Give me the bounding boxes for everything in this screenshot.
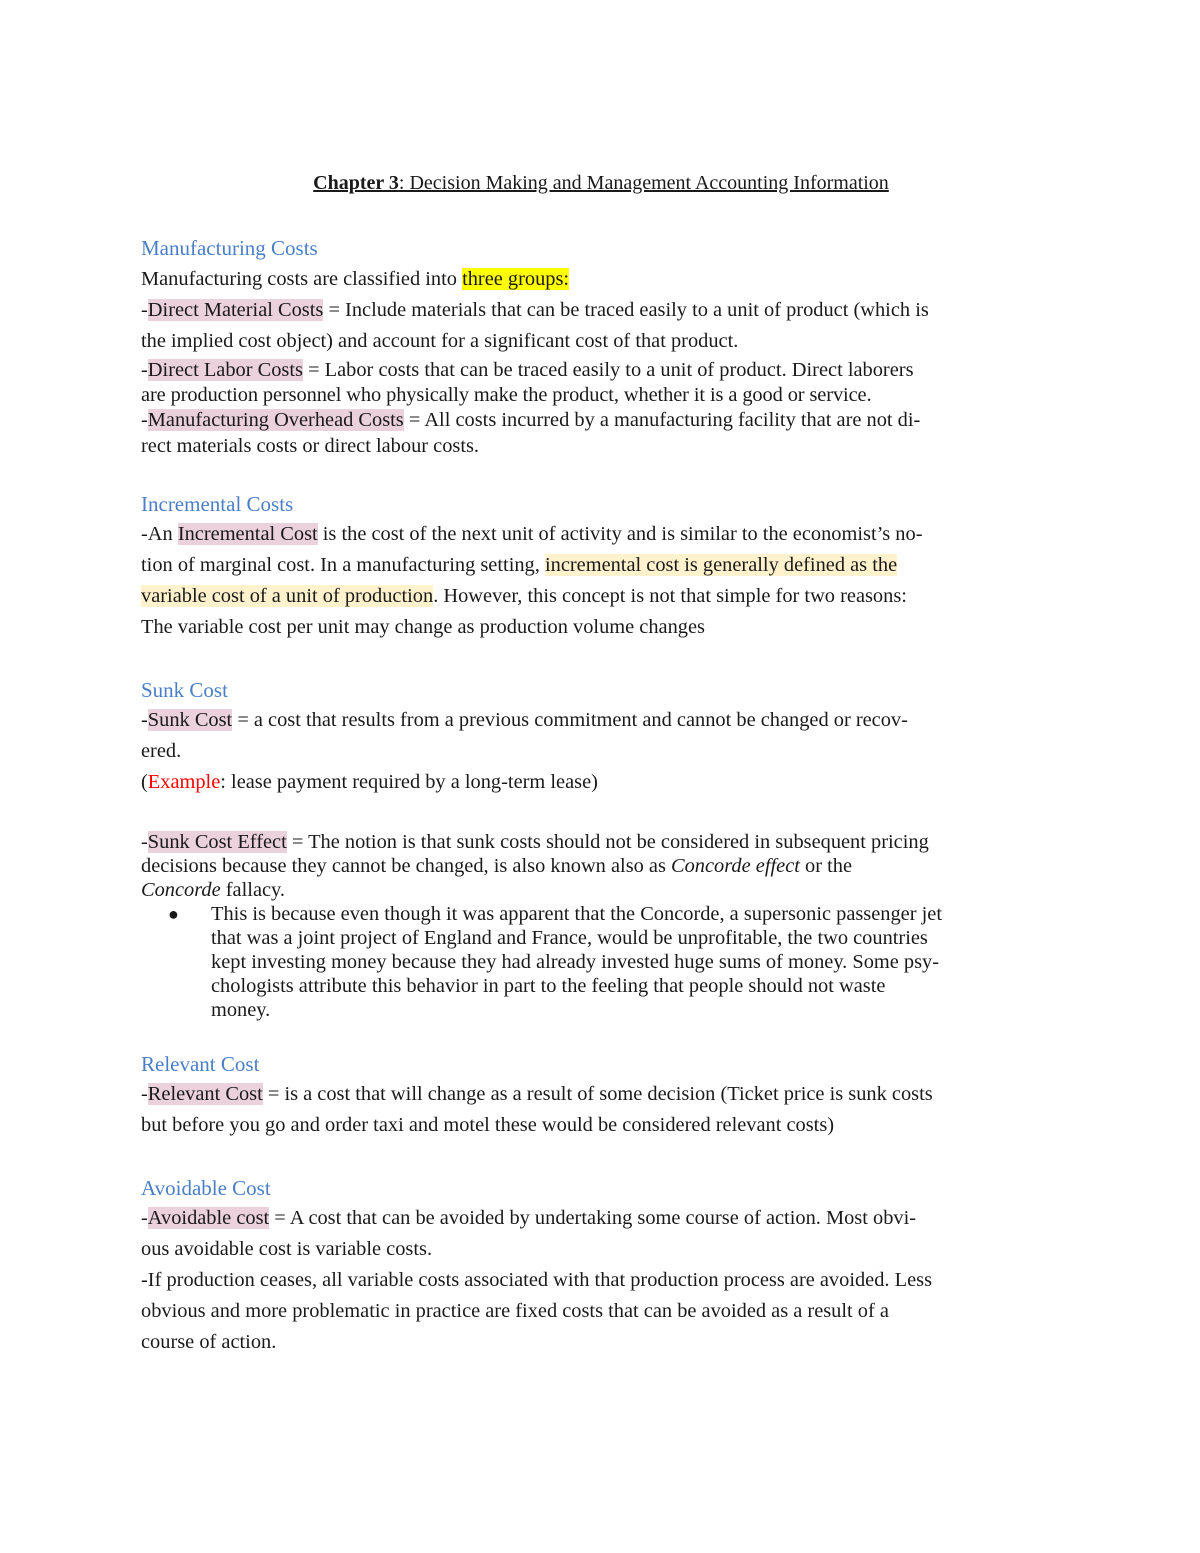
term-sunk-cost: Sunk Cost — [147, 709, 233, 731]
heading-manufacturing-costs: Manufacturing Costs — [141, 236, 318, 260]
intro-text: Manufacturing costs are classified into — [141, 268, 463, 290]
text: or the — [799, 855, 853, 877]
avoidable-line-2: ous avoidable cost is variable costs. — [141, 1238, 433, 1260]
sunk-effect-line-3 — [141, 879, 285, 902]
definition-text: = A cost that can be avoided by undertaking some course of action. Most obvi- — [269, 1207, 917, 1229]
incremental-line-2 — [141, 554, 897, 577]
text: fallacy. — [220, 879, 286, 901]
concorde-italic: Concorde — [141, 879, 221, 901]
avoidable-line-5: course of action. — [141, 1331, 277, 1353]
bullet-line-4: chologists attribute this behavior in part to the feeling that people should not waste — [211, 975, 886, 997]
manufacturing-intro — [141, 268, 569, 291]
highlight-three-groups: three groups: — [462, 268, 570, 290]
definition-text: = Include materials that can be traced easily to a unit of product (which is — [323, 299, 929, 321]
dash: - — [141, 1083, 148, 1105]
text: tion of marginal cost. In a manufacturing setting, — [141, 554, 545, 576]
term-incremental-cost: Incremental Cost — [177, 523, 318, 545]
dash: - — [141, 831, 148, 853]
direct-labor-line-1 — [141, 359, 914, 382]
highlight-incremental-definition: incremental cost is generally defined as the — [544, 554, 898, 576]
example-label: Example — [147, 771, 221, 793]
concorde-effect-italic: Concorde effect — [671, 855, 800, 877]
paren: ( — [141, 771, 148, 793]
heading-sunk-cost: Sunk Cost — [141, 678, 228, 702]
direct-material-line-1 — [141, 299, 929, 322]
term-sunk-cost-effect: Sunk Cost Effect — [147, 831, 287, 853]
term-direct-labor-costs: Direct Labor Costs — [147, 359, 303, 381]
bullet-line-2: that was a joint project of England and France, would be unprofitable, the two countries — [211, 927, 928, 949]
relevant-line-2: but before you go and order taxi and motel these would be considered relevant costs) — [141, 1114, 835, 1136]
text: decisions because they cannot be changed, is also known also as — [141, 855, 672, 877]
definition-text: = The notion is that sunk costs should not be considered in subsequent pricing — [286, 831, 929, 853]
chapter-number: Chapter 3 — [313, 172, 399, 194]
text: is the cost of the next unit of activity and is similar to the economist’s no- — [317, 523, 923, 545]
dash: - — [141, 299, 148, 321]
heading-relevant-cost: Relevant Cost — [141, 1052, 260, 1076]
highlight-variable-cost: variable cost of a unit of production — [141, 585, 434, 607]
bullet-icon: ● — [168, 904, 179, 924]
sunk-example — [141, 771, 598, 794]
example-text: : lease payment required by a long-term lease) — [220, 771, 598, 793]
sunk-effect-line-1 — [141, 831, 929, 854]
definition-text: = Labor costs that can be traced easily to a unit of product. Direct laborers — [302, 359, 914, 381]
sunk-effect-line-2 — [141, 855, 852, 878]
term-direct-material-costs: Direct Material Costs — [147, 299, 324, 321]
dash: - — [141, 409, 148, 431]
direct-material-line-2: the implied cost object) and account for a significant cost of that product. — [141, 330, 739, 352]
dash: - — [141, 1207, 148, 1229]
direct-labor-line-2: are production personnel who physically make the product, whether it is a good or service. — [141, 384, 872, 406]
overhead-line-1 — [141, 409, 920, 432]
dash: - — [141, 709, 148, 731]
text: . However, this concept is not that simple for two reasons: — [433, 585, 907, 607]
avoidable-line-3: -If production ceases, all variable costs associated with that production process are avoided. Less — [141, 1269, 933, 1291]
bullet-line-3: kept investing money because they had already invested huge sums of money. Some psy- — [211, 951, 940, 973]
definition-text: = All costs incurred by a manufacturing facility that are not di- — [403, 409, 921, 431]
incremental-line-3 — [141, 585, 907, 608]
chapter-subtitle: : Decision Making and Management Accounting Information — [398, 172, 889, 194]
bullet-line-1: This is because even though it was apparent that the Concorde, a supersonic passenger jet — [211, 903, 943, 925]
heading-avoidable-cost: Avoidable Cost — [141, 1176, 271, 1200]
sunk-line-1 — [141, 709, 908, 732]
incremental-line-1 — [141, 523, 923, 546]
incremental-line-4: The variable cost per unit may change as production volume changes — [141, 616, 705, 638]
text: -An — [141, 523, 178, 545]
overhead-line-2: rect materials costs or direct labour costs. — [141, 435, 480, 457]
dash: - — [141, 359, 148, 381]
avoidable-line-4: obvious and more problematic in practice are fixed costs that can be avoided as a result of a — [141, 1300, 889, 1322]
relevant-line-1 — [141, 1083, 933, 1106]
term-avoidable-cost: Avoidable cost — [147, 1207, 270, 1229]
heading-incremental-costs: Incremental Costs — [141, 492, 294, 516]
term-relevant-cost: Relevant Cost — [147, 1083, 263, 1105]
term-manufacturing-overhead-costs: Manufacturing Overhead Costs — [147, 409, 404, 431]
definition-text: = is a cost that will change as a result of some decision (Ticket price is sunk costs — [262, 1083, 933, 1105]
definition-text: = a cost that results from a previous commitment and cannot be changed or recov- — [232, 709, 908, 731]
sunk-line-2: ered. — [141, 740, 182, 762]
avoidable-line-1 — [141, 1207, 916, 1230]
chapter-title — [141, 172, 1061, 195]
bullet-line-5: money. — [211, 999, 271, 1021]
